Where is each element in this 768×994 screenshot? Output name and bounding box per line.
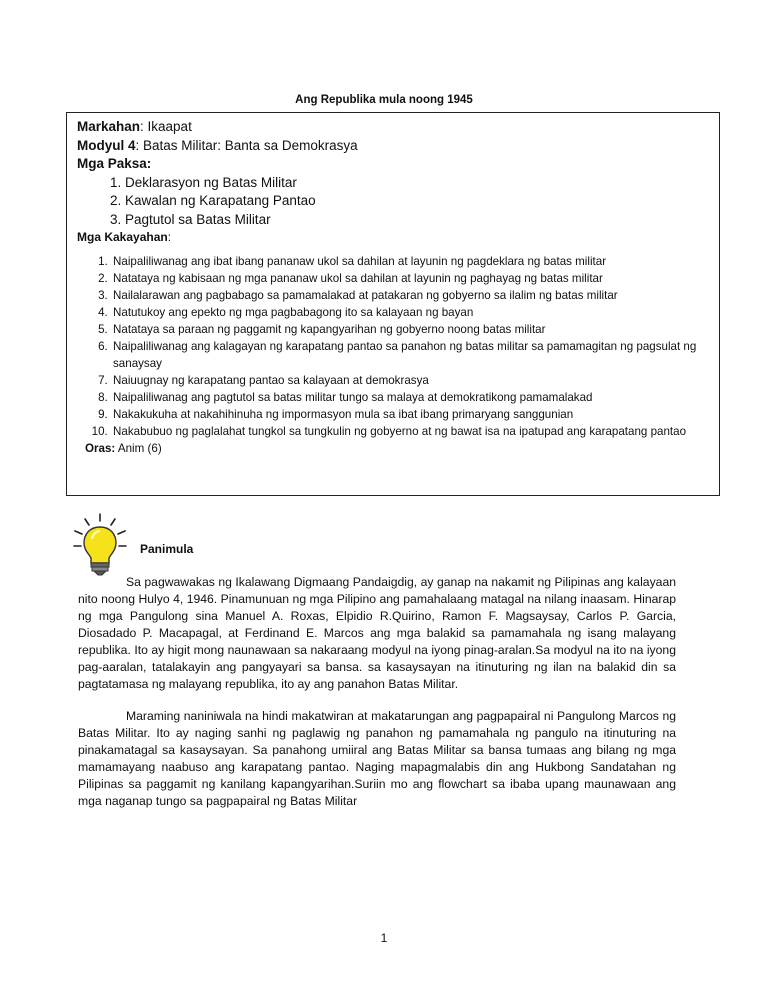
topics-list — [77, 174, 709, 230]
markahan-label: Markahan — [77, 119, 141, 134]
markahan-line — [77, 118, 709, 137]
skill-item: 7. Naiuugnay ng karapatang pantao sa kalayaan at demokrasya — [111, 372, 709, 389]
page-header-title: Ang Republika mula noong 1945 — [295, 94, 473, 106]
skills-list — [77, 253, 709, 440]
skill-item: 8. Naipaliliwanag ang pagtutol sa batas militar tungo sa malaya at demokratikong pamamalakad — [111, 389, 709, 406]
skill-item: 1. Naipaliliwanag ang ibat ibang pananaw ukol sa dahilan at layunin ng pagdeklara ng batas militar — [111, 253, 709, 270]
skill-item: 3. Nailalarawan ang pagbabago sa pamamalakad at patakaran ng gobyerno sa ilalim ng batas militar — [111, 287, 709, 304]
oras-value: Anim (6) — [115, 442, 162, 455]
markahan-value: : Ikaapat — [140, 119, 192, 134]
modyul-value: : Batas Militar: Banta sa Demokrasya — [135, 137, 358, 153]
skill-item: 9. Nakakukuha at nakahihinuha ng impormasyon mula sa ibat ibang primaryang sanggunian — [111, 406, 709, 423]
skill-item: 10. Nakabubuo ng paglalahat tungkol sa tungkulin ng gobyerno at ng bawat isa na ipatupad ang karapatang pantao — [111, 423, 709, 440]
paksa-heading: Mga Paksa: — [77, 156, 152, 171]
intro-paragraph-1: Sa pagwawakas ng Ikalawang Digmaang Pandaigdig, ay ganap na nakamit ng Pilipinas ang kalayaan nito noong Hulyo 4, 1946. Pinamunuan ng mga Pilipino ang pamahalaang matagal na nilang inaasam. Hinarap ng mga Pangulong sina Manuel A. Roxas, Elpidio R.Quirino, Ramon F. Magsaysay, Carlos P. Garcia, Diosadado P. Macapagal, at Ferdinand E. Marcos ang mga balakid sa pamamahala ng isang malayang republika. Ito ay higit mong naunawaan sa nakaraang modyul na iyong pinag-aralan.Sa modyul na ito na iyong pag-aaralan, tatalakayin ang pangyayari sa bansa. sa kasaysayan na itinuturing ng ilan na balakid din sa pagtatamasa ng malayang republika, ito ay ang panahon Batas Militar. — [78, 575, 676, 691]
skill-item: 6. Naipaliliwanag ang kalagayan ng karapatang pantao sa panahon ng batas militar sa pamamagitan ng pagsulat ng sanaysay — [111, 338, 709, 372]
panimula-title: Panimula — [140, 542, 194, 556]
modyul-line — [77, 137, 709, 156]
skill-item: 5. Natataya sa paraan ng paggamit ng kapangyarihan ng gobyerno noong batas militar — [111, 321, 709, 338]
intro-paragraph-2: Maraming naniniwala na hindi makatwiran at makatarungan ang pagpapairal ni Pangulong Marcos ng Batas Militar. Ito ay naging sanhi ng paglawig ng panahon ng pamamahala ng pangulo na itinuturing na pinakamatagal sa kasaysayan. Sa panahong umiiral ang Batas Militar sa bansa tumaas ang bilang ng mga mamamayang naabuso ang karapatang pantao. Naging mapagmalabis din ang Hukbong Sandatahan ng Pilipinas sa paggamit ng kanilang kapangyarihan.Suriin mo ang flowchart sa ibaba upang maunawaan ang mga naganap tungo sa pagpapairal ng Batas Militar — [78, 709, 676, 808]
topic-item: 2. Kawalan ng Karapatang Pantao — [125, 192, 709, 211]
oras-line — [77, 440, 709, 458]
skill-item: 4. Natutukoy ang epekto ng mga pagbabagong ito sa kalayaan ng bayan — [111, 304, 709, 321]
page-number: 1 — [380, 931, 388, 945]
modyul-label: Modyul 4 — [77, 137, 136, 153]
lightbulb-icon — [72, 512, 128, 578]
module-info-box — [66, 112, 720, 496]
oras-label: Oras: — [85, 442, 116, 455]
skills-heading: Mga Kakayahan: — [77, 230, 172, 244]
topic-item: 3. Pagtutol sa Batas Militar — [125, 211, 709, 230]
skill-item: 2. Natataya ng kabisaan ng mga pananaw ukol sa dahilan at layunin ng paghayag ng batas militar — [111, 270, 709, 287]
topic-item: 1. Deklarasyon ng Batas Militar — [125, 174, 709, 193]
